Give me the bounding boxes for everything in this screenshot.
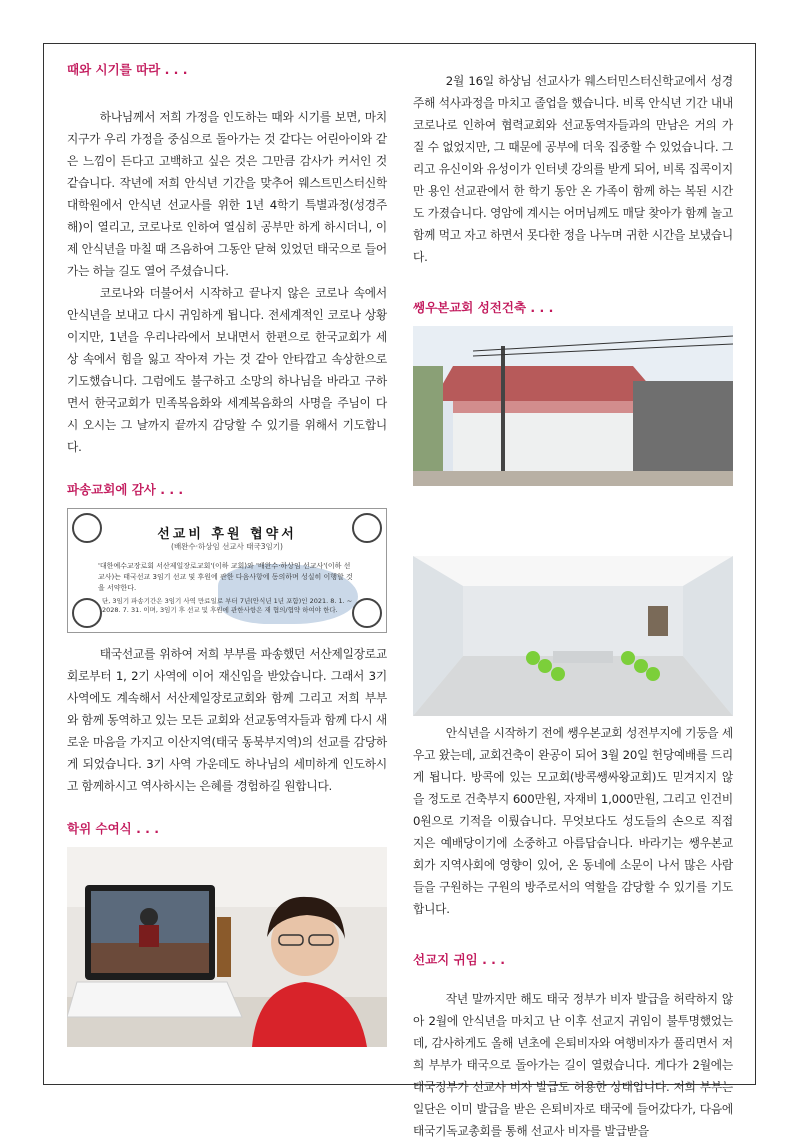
contract-terms: 단, 3임기 파송기간은 3임기 사역 만료일로 부터 7년(안식년 1년 포함)인 2021. 8. 1. ~ 2028. 7. 31. 이며, 3임기 후 선교 및 후원에 관한사항은 재 협의/협약 하여야 한다.	[102, 597, 353, 614]
section-heading-timing: 때와 시기를 따라 . . .	[67, 62, 188, 77]
paragraph-sending-church: 태국선교를 위하여 저희 부부를 파송했던 서산제일장로교회로부터 1, 2기 사역에 이어 재신임을 받았습니다. 그래서 3기 사역에도 계속해서 서산제일장로교회와 함께 그리고 저희 부부와 함께 동역하고 있는 모든 교회와 선교동역자들과 함께 다시 새로운 마음을 가지고 이산지역(태국 동북부지역)의 선교를 감당하게 되었습니다. 3기 사역 가운데도 하나님의 세미하게 인도하시고 함께하시고 역사하시는 은혜를 경험하길 원합니다.	[67, 647, 387, 793]
paragraph-church-construction: 안식년을 시작하기 전에 쌩우본교회 성전부지에 기둥을 세우고 왔는데, 교회건축이 완공이 되어 3월 20일 헌당예배를 드리게 됩니다. 방콕에 있는 모교회(방콕쌩싸왕교회)도 믿겨지지 않을 정도로 건축부지 600만원, 자재비 1,000만원, 그리고 인건비 0원으로 기적을 이뤘습니다. 무엇보다도 성도들의 손으로 직접 지은 예배당이기에 소중하고 아름답습니다. 바라기는 쌩우본교회가 지역사회에 영향이 있어, 온 동네에 소문이 나서 많은 사람들을 구원하는 구원의 방주로서의 역할을 감당할 수 있기를 기도합니다.	[413, 726, 734, 916]
section-heading-sending-church: 파송교회에 감사 . . .	[67, 482, 184, 497]
graduation-photo-svg	[67, 847, 387, 1047]
right-column	[413, 48, 733, 1142]
contract-subtitle: (배완수·하상임 선교사 태국3임기)	[171, 542, 283, 551]
contract-title: 선교비 후원 협약서	[157, 527, 297, 542]
section-heading-church-construction: 쌩우본교회 성전건축 . . .	[413, 300, 554, 315]
paragraph-timing-1: 하나님께서 저희 가정을 인도하는 때와 시기를 보면, 마치 지구가 우리 가정을 중심으로 돌아가는 것 같다는 어린아이와 같은 느낌이 든다고 고백하고 싶은 것은 그만큼 감사가 커서인 것 같습니다. 작년에 저희 안식년 기간을 맞추어 웨스트민스터신학대학원에서 안식년 선교사를 위한 1년 4학기 특별과정(성경주해)이 열리고, 코로나로 인하여 열심히 공부만 하게 하시더니, 이제 안식년을 마칠 때 즈음하여 그동안 닫혀 있었던 태국으로 들어가는 하늘 길도 열어 주셨습니다.	[67, 110, 387, 278]
contract-document-image	[67, 508, 387, 633]
church-interior-svg	[413, 556, 733, 716]
section-heading-return: 선교지 귀임 . . .	[413, 952, 506, 967]
paragraph-timing-2: 코로나와 더불어서 시작하고 끝나지 않은 코로나 속에서 안식년을 보내고 다시 귀임하게 됩니다. 전세계적인 코로나 상황이지만, 1년을 우리나라에서 보내면서 한편으로 한국교회가 세상 속에서 힘을 잃고 작아져 가는 것 같아 안타깝고 속상한으로 기도했습니다. 그럼에도 불구하고 소망의 하나님을 바라고 구하면서 한국교회가 민족복음화와 세계복음화의 사명을 주님이 다시 오시는 그 날까지 끝까지 감당할 수 있기를 위해서 기도합니다.	[67, 286, 387, 454]
church-exterior-svg	[413, 326, 733, 486]
section-heading-graduation: 학위 수여식 . . .	[67, 821, 160, 836]
church-exterior-photo	[413, 326, 733, 556]
contract-body: '대한예수교장로회 서산제일장로교회'(이하 교회)와 '배완수·하상임 선교사'(이하 선교사)는 태국선교 3임기 선교 및 후원에 관한 다음사항에 동의하며 성실히 이행할 것을 서약한다.	[98, 562, 353, 592]
paragraph-return: 작년 말까지만 해도 태국 정부가 비자 발급을 허락하지 않아 2월에 안식년을 마치고 난 이후 선교지 귀임이 불투명했었는데, 감사하게도 올해 년초에 은퇴비자와 여행비자가 풀리면서 저희 부부가 태국으로 돌아가는 길이 열렸습니다. 게다가 2월에는 태국정부가 선교사 비자 발급도 허용한 상태입니다. 저희 부부는 일단은 이미 발급을 받은 은퇴비자로 태국에 들어갔다가, 다음에 태국기독교총회를 통해 선교사 비자를 발급받을	[413, 992, 733, 1138]
left-column	[67, 48, 387, 1047]
church-interior-photo	[413, 556, 733, 716]
scroll-ornament-icon	[72, 598, 102, 628]
paragraph-graduation: 2월 16일 하상님 선교사가 웨스터민스터신학교에서 성경주해 석사과정을 마치고 졸업을 했습니다. 비록 안식년 기간 내내 코로나로 인하여 협력교회와 선교동역자들과의 만남은 거의 가질 수 없었지만, 그 때문에 공부에 더욱 집중할 수 있었습니다. 그리고 유신이와 유성이가 인터넷 강의를 받게 되어, 비록 집콕이지만 용인 선교관에서 한 학기 동안 온 가족이 함께 하는 복된 시간도 가졌습니다. 영암에 계시는 어머님께도 매달 찾아가 함께 놀고 함께 먹고 자고 하면서 못다한 정을 나누며 귀한 시간을 보냈습니다.	[413, 74, 733, 264]
graduation-photo	[67, 847, 387, 1047]
